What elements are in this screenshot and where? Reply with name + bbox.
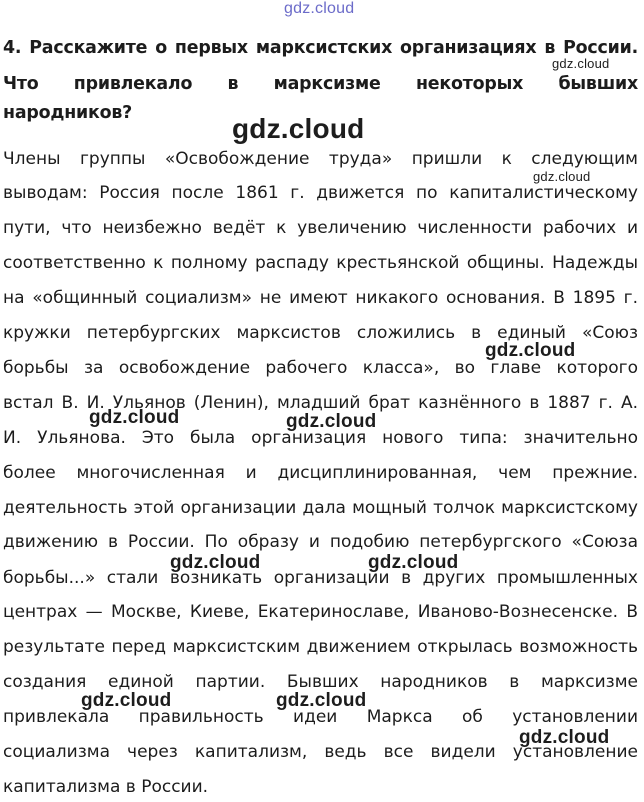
- watermark-mid-1: gdz.cloud: [485, 340, 576, 361]
- watermark-mid-5: gdz.cloud: [368, 552, 459, 573]
- question-line-3: народников?: [3, 103, 133, 123]
- watermark-mid-3: gdz.cloud: [286, 411, 377, 432]
- watermark-top: gdz.cloud: [284, 0, 355, 17]
- answer-line-11: деятельность этой организации дала мощный толчок марксистскому: [3, 498, 638, 518]
- answer-line-7: борьбы за освобождение рабочего класса», во главе которого: [3, 358, 638, 378]
- watermark-large: gdz.cloud: [232, 113, 365, 144]
- watermark-mid-4: gdz.cloud: [170, 552, 261, 573]
- watermark-small-1: gdz.cloud: [552, 56, 610, 71]
- answer-line-19: капитализма в России.: [3, 777, 209, 797]
- answer-line-9: И. Ульянова. Это была организация нового типа: значительно: [3, 428, 638, 448]
- answer-line-10: более многочисленная и дисциплинированная, чем прежние.: [3, 463, 638, 483]
- answer-line-12: движению в России. По образу и подобию петербургского «Союза: [3, 532, 638, 552]
- answer-line-5: на «общинный социализм» не имеют никакого основания. В 1895 г.: [3, 288, 638, 308]
- answer-line-15: результате перед марксистским движением открылась возможность: [3, 637, 638, 657]
- watermark-mid-8: gdz.cloud: [519, 727, 610, 748]
- watermark-mid-6: gdz.cloud: [81, 690, 172, 711]
- answer-line-3: пути, что неизбежно ведёт к увеличению численности рабочих и: [3, 218, 638, 238]
- answer-line-13: борьбы...» стали возникать организации в других промышленных: [3, 568, 638, 588]
- answer-line-1: Члены группы «Освобождение труда» пришли к следующим: [3, 149, 638, 169]
- answer-line-8: встал В. И. Ульянов (Ленин), младший брат казнённого в 1887 г. А.: [3, 393, 638, 413]
- answer-line-16: создания единой партии. Бывших народников в марксизме: [3, 672, 638, 692]
- answer-line-17: привлекала правильность идеи Маркса об установлении: [3, 707, 638, 727]
- answer-line-6: кружки петербургских марксистов сложились в единый «Союз: [3, 323, 638, 343]
- watermark-small-2: gdz.cloud: [533, 169, 591, 184]
- watermark-mid-2: gdz.cloud: [89, 407, 180, 428]
- answer-line-4: соответственно к полному распаду крестьянской общины. Надежды: [3, 253, 638, 273]
- question-line-2: Что привлекало в марксизме некоторых бывших: [3, 74, 638, 94]
- answer-line-2: выводам: Россия после 1861 г. движется по капиталистическому: [3, 183, 638, 203]
- answer-line-18: социализма через капитализм, ведь все видели установление: [3, 742, 638, 762]
- answer-line-14: центрах — Москве, Киеве, Екатеринославе, Иваново-Вознесенске. В: [3, 602, 638, 622]
- watermark-mid-7: gdz.cloud: [276, 690, 367, 711]
- question-line-1: 4. Расскажите о первых марксистских организациях в России.: [3, 38, 638, 58]
